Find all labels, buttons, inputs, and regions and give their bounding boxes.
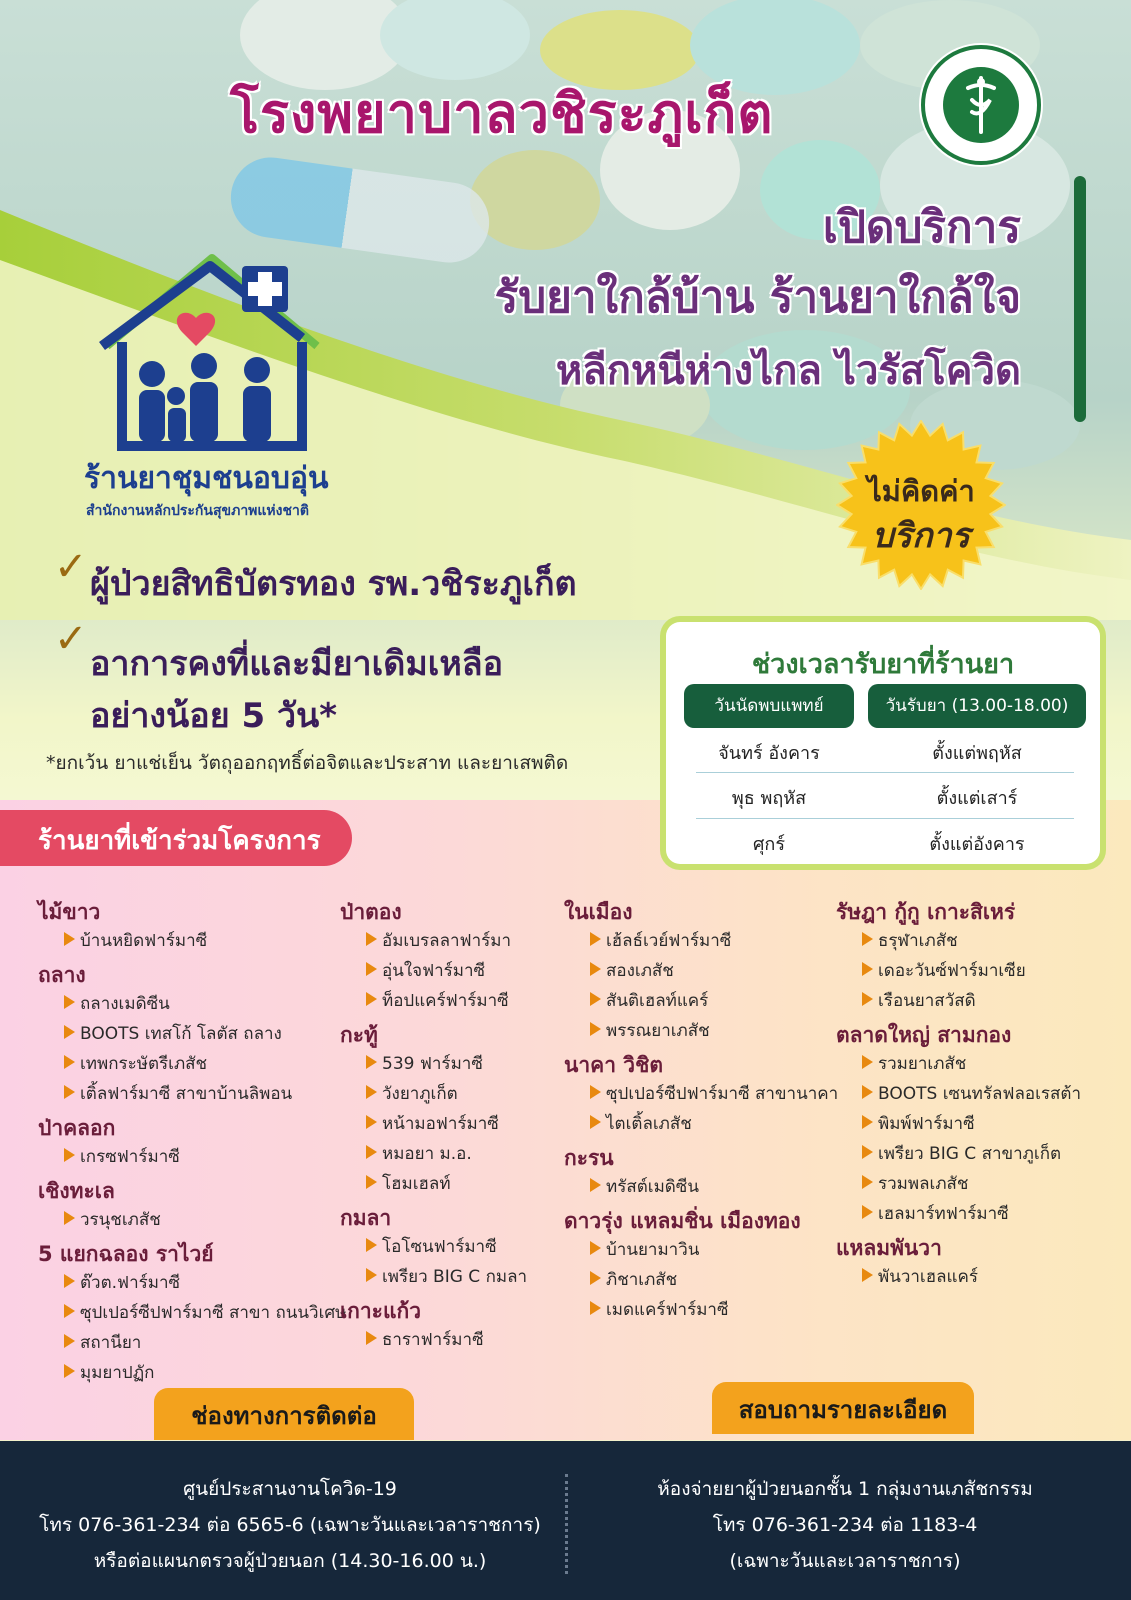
district-heading: ป่าตอง — [340, 900, 402, 924]
pharmacy-item: เกรซฟาร์มาซี — [80, 1147, 180, 1167]
pharmacy-item: สถานียา — [80, 1333, 142, 1353]
arrow-right-icon — [366, 1175, 377, 1189]
arrow-right-icon — [590, 1178, 601, 1192]
pharmacy-item: ไตเติ้ลเภสัช — [606, 1114, 692, 1134]
arrow-right-icon — [366, 962, 377, 976]
pharmacy-item: ท็อปแคร์ฟาร์มาซี — [382, 991, 509, 1011]
headline-pharmacy: รับยาใกล้บ้าน ร้านยาใกล้ใจ — [494, 272, 1021, 323]
arrow-right-icon — [64, 995, 75, 1009]
district-heading: กะรน — [564, 1146, 614, 1170]
arrow-right-icon — [64, 1364, 75, 1378]
logo-name: ร้านยาชุมชนอบอุ่น — [84, 461, 329, 496]
pharmacy-item: เมดแคร์ฟาร์มาซี — [606, 1300, 729, 1320]
arrow-right-icon — [862, 1145, 873, 1159]
arrow-right-icon — [366, 1145, 377, 1159]
pharmacy-item: อัมเบรลลาฟาร์มา — [382, 931, 511, 951]
arrow-right-icon — [64, 1304, 75, 1318]
schedule-divider — [696, 772, 1074, 773]
pharmacy-item: โฮมเฮลท์ — [382, 1174, 451, 1194]
pharmacy-item: ธรุฬาเภสัช — [878, 931, 958, 951]
district-heading: ถลาง — [38, 963, 86, 987]
exception-note: *ยกเว้น ยาแช่เย็น วัตถุออกฤทธิ์ต่อจิตและประสาท และยาเสพติด — [46, 752, 569, 774]
arrow-right-icon — [862, 1175, 873, 1189]
condition-stable: อาการคงที่และมียาเดิมเหลือ — [90, 644, 504, 684]
pharmacy-item: เฮลมาร์ทฟาร์มาซี — [878, 1204, 1009, 1224]
inquiry-location: ห้องจ่ายยาผู้ป่วยนอกชั้น 1 กลุ่มงานเภสัชกรรม — [657, 1478, 1033, 1500]
accent-bar — [1074, 176, 1086, 422]
pharmacy-item: สันติเฮลท์แคร์ — [606, 991, 709, 1011]
arrow-right-icon — [590, 1301, 601, 1315]
pharmacy-item: เติ้ลฟาร์มาซี สาขาบ้านลิพอน — [80, 1084, 293, 1104]
condition-gold-card: ผู้ป่วยสิทธิบัตรทอง รพ.วชิระภูเก็ต — [90, 564, 577, 604]
district-heading: เชิงทะเล — [38, 1179, 115, 1203]
district-heading: ดาวรุ่ง แหลมชิ่น เมืองทอง — [564, 1209, 801, 1233]
arrow-right-icon — [862, 962, 873, 976]
arrow-right-icon — [862, 992, 873, 1006]
district-heading: เกาะแก้ว — [340, 1299, 422, 1323]
pharmacy-item: บ้านยามาวิน — [606, 1240, 700, 1260]
headline-covid: หลีกหนีห่างไกล ไวรัสโควิด — [555, 348, 1021, 394]
arrow-right-icon — [862, 1085, 873, 1099]
arrow-right-icon — [64, 1211, 75, 1225]
pharmacy-item: รวมพลเภสัช — [878, 1174, 969, 1194]
arrow-right-icon — [366, 1055, 377, 1069]
schedule-pickup-cell: ตั้งแต่อังคาร — [929, 834, 1025, 855]
pharmacy-item: รวมยาเภสัช — [878, 1054, 967, 1074]
pharmacy-item: หมอยา ม.อ. — [382, 1144, 472, 1164]
tab-inquiry: สอบถามรายละเอียด — [712, 1382, 974, 1434]
district-heading: ในเมือง — [564, 900, 633, 924]
badge-free-line2: บริการ — [872, 516, 970, 556]
arrow-right-icon — [366, 1085, 377, 1099]
pharmacy-item: เทพกระษัตรีเภสัช — [80, 1054, 208, 1074]
arrow-right-icon — [64, 1085, 75, 1099]
pharmacy-item: อุ่นใจฟาร์มาซี — [382, 961, 486, 981]
pharmacy-item: วังยาภูเก็ต — [382, 1084, 458, 1104]
district-heading: กมลา — [340, 1206, 392, 1230]
arrow-right-icon — [366, 1115, 377, 1129]
inquiry-hours: (เฉพาะวันและเวลาราชการ) — [729, 1550, 961, 1572]
pharmacy-item: เฮ้ลธ์เวย์ฟาร์มาซี — [606, 931, 732, 951]
pharmacy-item: มุมยาปฏัก — [80, 1363, 155, 1383]
footer-divider — [565, 1474, 570, 1574]
schedule-title: ช่วงเวลารับยาที่ร้านยา — [751, 649, 1015, 680]
arrow-right-icon — [64, 1334, 75, 1348]
arrow-right-icon — [366, 992, 377, 1006]
checkmark-icon: ✓ — [54, 544, 88, 590]
house-family-logo-icon — [92, 246, 332, 456]
pharmacy-item: พรรณยาเภสัช — [606, 1021, 710, 1041]
arrow-right-icon — [862, 1205, 873, 1219]
ministry-seal-icon — [916, 40, 1046, 170]
pharmacy-item: ซุปเปอร์ซีปฟาร์มาซี สาขานาคา — [606, 1084, 839, 1104]
arrow-right-icon — [64, 932, 75, 946]
tab-contact: ช่องทางการติดต่อ — [154, 1388, 414, 1440]
pharmacy-item: หน้ามอฟาร์มาซี — [382, 1114, 499, 1134]
arrow-right-icon — [64, 1025, 75, 1039]
pharmacy-item: โอโซนฟาร์มาซี — [382, 1237, 497, 1257]
logo-subtitle: สำนักงานหลักประกันสุขภาพแห่งชาติ — [86, 503, 309, 519]
condition-stable-days: อย่างน้อย 5 วัน* — [90, 696, 338, 736]
schedule-appointment-cell: จันทร์ อังคาร — [718, 743, 820, 764]
pharmacy-item: เดอะวันซ์ฟาร์มาเซีย — [878, 961, 1026, 981]
district-heading: แหลมพันวา — [836, 1236, 942, 1260]
schedule-header-appointment: วันนัดพบแพทย์ — [684, 684, 854, 728]
pharmacy-item: วรนุชเภสัช — [80, 1210, 161, 1230]
inquiry-phone: โทร 076-361-234 ต่อ 1183-4 — [712, 1514, 978, 1536]
district-heading: ตลาดใหญ่ สามกอง — [836, 1023, 1012, 1047]
arrow-right-icon — [590, 1115, 601, 1129]
pharmacy-item: ธาราฟาร์มาซี — [382, 1330, 484, 1350]
checkmark-icon: ✓ — [54, 616, 88, 662]
pharmacy-item: 539 ฟาร์มาซี — [382, 1054, 483, 1074]
pharmacy-item: เพรียว BIG C สาขาภูเก็ต — [878, 1144, 1062, 1164]
pharmacy-item: BOOTS เทสโก้ โลตัส ถลาง — [80, 1024, 282, 1044]
arrow-right-icon — [862, 932, 873, 946]
district-heading: 5 แยกฉลอง ราไวย์ — [38, 1242, 214, 1266]
pharmacy-item: สองเภสัช — [606, 961, 674, 981]
arrow-right-icon — [590, 1085, 601, 1099]
arrow-right-icon — [590, 1271, 601, 1285]
contact-opd: หรือต่อแผนกตรวจผู้ป่วยนอก (14.30-16.00 น.) — [93, 1550, 487, 1572]
arrow-right-icon — [64, 1055, 75, 1069]
schedule-appointment-cell: ศุกร์ — [753, 834, 785, 855]
schedule-pickup-cell: ตั้งแต่เสาร์ — [936, 788, 1018, 809]
district-heading: กะทู้ — [340, 1023, 378, 1047]
arrow-right-icon — [862, 1055, 873, 1069]
pharmacy-item: พิมพ์ฟาร์มาซี — [878, 1114, 975, 1134]
pharmacy-item: เพรียว BIG C กมลา — [382, 1267, 528, 1287]
participating-title: ร้านยาที่เข้าร่วมโครงการ — [38, 826, 321, 856]
pharmacy-item: พันวาเฮลแคร์ — [878, 1267, 978, 1287]
arrow-right-icon — [590, 932, 601, 946]
district-heading: ไม้ขาว — [38, 900, 101, 924]
schedule-header-pickup: วันรับยา (13.00-18.00) — [868, 684, 1086, 728]
arrow-right-icon — [366, 932, 377, 946]
pharmacy-item: ถลางเมดิซีน — [80, 994, 170, 1014]
pharmacy-item: เรือนยาสวัสดิ — [878, 991, 976, 1011]
district-heading: ป่าคลอก — [38, 1116, 116, 1140]
arrow-right-icon — [366, 1331, 377, 1345]
pharmacy-item: BOOTS เซนทรัลฟลอเรสต้า — [878, 1084, 1081, 1104]
badge-free-line1: ไม่คิดค่า — [867, 474, 975, 508]
contact-center: ศูนย์ประสานงานโควิด-19 — [183, 1478, 397, 1500]
pharmacy-item: บ้านหยิดฟาร์มาซี — [80, 931, 208, 951]
arrow-right-icon — [64, 1274, 75, 1288]
arrow-right-icon — [64, 1148, 75, 1162]
arrow-right-icon — [590, 962, 601, 976]
hospital-title: โรงพยาบาลวชิระภูเก็ต — [230, 82, 774, 145]
schedule-appointment-cell: พุธ พฤหัส — [731, 788, 807, 809]
headline-open-service: เปิดบริการ — [822, 202, 1021, 253]
arrow-right-icon — [862, 1268, 873, 1282]
arrow-right-icon — [590, 992, 601, 1006]
pharmacy-item: ต๊วต.ฟาร์มาซี — [80, 1273, 181, 1293]
arrow-right-icon — [366, 1268, 377, 1282]
pharmacy-item: ทรัสต์เมดิซีน — [606, 1177, 699, 1197]
schedule-pickup-cell: ตั้งแต่พฤหัส — [932, 743, 1022, 764]
pharmacy-item: ซุปเปอร์ซีปฟาร์มาซี สาขา ถนนวิเศษ — [80, 1303, 347, 1323]
district-heading: นาคา วิชิต — [564, 1053, 663, 1077]
arrow-right-icon — [590, 1241, 601, 1255]
arrow-right-icon — [590, 1022, 601, 1036]
contact-phone: โทร 076-361-234 ต่อ 6565-6 (เฉพาะวันและเวลาราชการ) — [39, 1514, 541, 1536]
schedule-divider — [696, 818, 1074, 819]
arrow-right-icon — [366, 1238, 377, 1252]
district-heading: รัษฎา กู้กู เกาะสิเหร่ — [836, 900, 1016, 924]
pharmacy-item: ภิชาเภสัช — [606, 1270, 678, 1290]
arrow-right-icon — [862, 1115, 873, 1129]
